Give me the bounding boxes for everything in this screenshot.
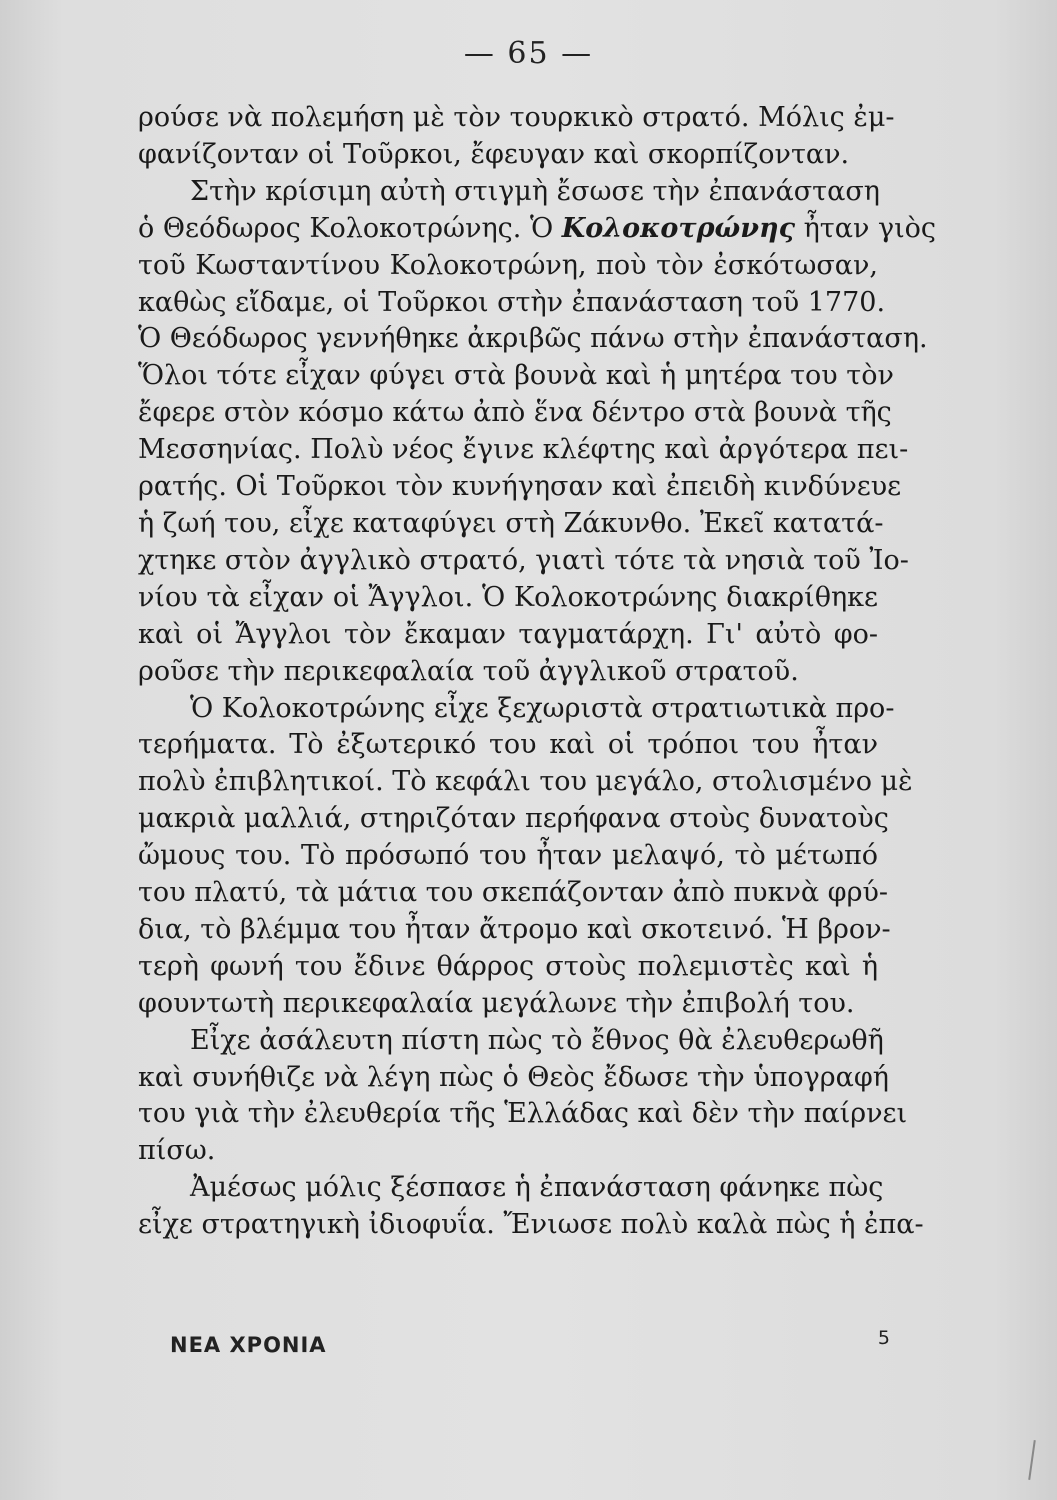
paragraph-3 [138,691,913,1023]
margin-mark [1028,1440,1036,1480]
paragraph-2 [138,174,937,691]
text-line: ἔφερε στὸν κόσμο κάτω ἀπὸ ἕνα δέντρο στὰ βουνὰ τῆς [138,397,892,429]
text-line-with-emphasis [138,211,937,248]
text-line: ρούσε νὰ πολεμήση μὲ τὸν τουρκικὸ στρατό. Μόλις ἐμ- [138,102,895,133]
text-line: ἡ ζωή του, εἶχε καταφύγει στὴ Ζάκυνθο. Ἐκεῖ κατατά- [138,507,884,539]
text-line: φουντωτὴ περικεφαλαία μεγάλωνε τὴν ἐπιβολή του. [138,987,855,1019]
text-line: καὶ οἱ Ἄγγλοι τὸν ἔκαμαν ταγματάρχη. Γι' αὐτὸ φο- [138,618,878,650]
text-line: του πλατύ, τὰ μάτια του σκεπάζονταν ἀπὸ πυκνὰ φρύ- [138,877,888,909]
text-line: πολὺ ἐπιβλητικοί. Τὸ κεφάλι του μεγάλο, στολισμένο μὲ [138,766,913,798]
publication-title: ΝΕΑ ΧΡΟΝΙΑ [170,1333,327,1357]
text-line: τερήματα. Τὸ ἐξωτερικό του καὶ οἱ τρόποι του ἦταν [138,729,878,761]
text-line: Μεσσηνίας. Πολὺ νέος ἔγινε κλέφτης καὶ ἀργότερα πει- [138,434,909,466]
page-footer [170,1327,890,1365]
text-line: εἶχε στρατηγικὴ ἰδιοφυΐα. Ἔνιωσε πολὺ καλὰ πὼς ἡ ἐπα- [138,1209,924,1241]
text-line: ρατής. Οἱ Τοῦρκοι τὸν κυνήγησαν καὶ ἐπειδὴ κινδύνευε [138,471,902,503]
text-line: φανίζονταν οἱ Τοῦρκοι, ἔφευγαν καὶ σκορπίζονταν. [138,138,850,170]
text-line: χτηκε στὸν ἀγγλικὸ στρατό, γιατὶ τότε τὰ νησιὰ τοῦ Ἰο- [138,544,909,576]
text-line: καθὼς εἴδαμε, οἱ Τοῦρκοι στὴν ἐπανάσταση τοῦ 1770. [138,286,886,318]
page-number: — 65 — [463,36,594,71]
text-line: πίσω. [138,1135,216,1167]
body-text [138,100,937,1244]
text-line: του γιὰ τὴν ἐλευθερία τῆς Ἑλλάδας καὶ δὲν τὴν παίρνει [138,1098,908,1130]
text-line: τοῦ Κωσταντίνου Κολοκοτρώνη, ποὺ τὸν ἐσκότωσαν, [138,249,878,281]
paragraph-4 [138,1023,908,1171]
paragraph-5 [138,1170,924,1244]
paragraph-1 [138,100,895,174]
text-line: Ὁ Κολοκοτρώνης εἶχε ξεχωριστὰ στρατιωτικὰ προ- [190,692,895,724]
text-line: Εἶχε ἀσάλευτη πίστη πὼς τὸ ἔθνος θὰ ἐλευθερωθῆ [190,1024,884,1056]
signature-mark: 5 [877,1327,890,1349]
text-line: ροῦσε τὴν περικεφαλαία τοῦ ἀγγλικοῦ στρατοῦ. [138,655,799,687]
emphasized-name: Κολοκοτρώνης [561,212,796,244]
text-line: Ὅλοι τότε εἶχαν φύγει στὰ βουνὰ καὶ ἡ μητέρα του τὸν [138,360,894,392]
text-line: Στὴν κρίσιμη αὐτὴ στιγμὴ ἔσωσε τὴν ἐπανάσταση [190,175,880,207]
text-line: καὶ συνήθιζε νὰ λέγη πὼς ὁ Θεὸς ἔδωσε τὴν ὑπογραφή [138,1061,889,1093]
text-line: τερὴ φωνή του ἔδινε θάρρος στοὺς πολεμιστὲς καὶ ἡ [138,950,878,982]
text-line: Ὁ Θεόδωρος γεννήθηκε ἀκριβῶς πάνω στὴν ἐπανάσταση. [138,323,928,355]
text-line: μακριὰ μαλλιά, στηριζόταν περήφανα στοὺς δυνατοὺς [138,803,889,835]
text-segment: ὁ Θεόδωρος Κολοκοτρώνης. Ὁ [138,212,562,244]
text-line: ὤμους του. Τὸ πρόσωπό του ἦταν μελαψό, τὸ μέτωπό [138,840,878,872]
text-line: νίου τὰ εἶχαν οἱ Ἄγγλοι. Ὁ Κολοκοτρώνης διακρίθηκε [138,581,878,613]
text-line: Ἀμέσως μόλις ξέσπασε ἡ ἐπανάσταση φάνηκε πὼς [190,1172,884,1204]
text-line: δια, τὸ βλέμμα του ἦταν ἄτρομο καὶ σκοτεινό. Ἡ βρον- [138,913,891,945]
text-segment: ἦταν γιὸς [795,212,937,244]
